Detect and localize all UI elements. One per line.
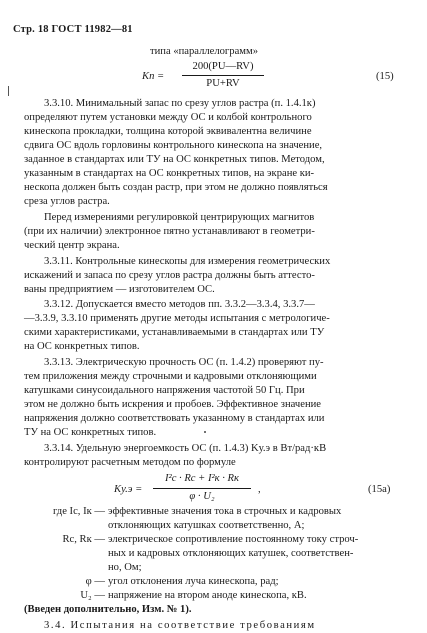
formula-15-lhs: Kп = [142,71,165,82]
p3310-line: 3.3.10. Минимальный запас по срезу углов растра (п. 1.4.1к) [44,98,316,109]
section-3-4-heading: 3.4. Испытания на соответствие требованиям [44,620,316,631]
page-header: Стр. 18 ГОСТ 11982—81 [13,24,133,35]
p3313-line: тем приложения между строчными и кадровыми отклоняющими [24,371,317,382]
p3311-line: искажений и запаса по срезу углов растра должны быть аттесто- [24,270,315,281]
definition-term: где Iс, Iк — [52,506,105,517]
definition-text: ных и кадровых отклоняющих катушек, соответствен- [108,548,354,559]
pcenter-line: Перед измерениями регулировкой центрирующих магнитов [44,212,315,223]
formula-15a-numerator: I²с · Rс + I²к · Rк [164,473,239,484]
formula-15a-denominator: φ · U₂ [189,491,215,502]
p3313-line: этом не должно быть искрения и пробоев. Эффективное значение [24,399,321,410]
definition-text: но, Ом; [108,562,142,573]
p3310-line: кинескопа прокладки, толщина которой эквивалентна величине [24,126,312,137]
p3312-line: 3.3.12. Допускается вместо методов пп. 3.3.2—3.3.4, 3.3.7— [44,299,315,310]
definition-text: электрическое сопротивление постоянному току строч- [108,534,359,545]
stray-mark [204,431,206,433]
definition-text: напряжение на втором аноде кинескопа, кВ. [108,590,307,601]
pcenter-line: (при их наличии) электронное пятно устанавливают в геометри- [24,226,315,237]
definition-text: угол отклонения луча кинескопа, рад; [108,576,279,587]
p3310-line: нескопа должен быть создан растр, при этом не должно появляться [24,182,328,193]
definition-term: U₂ — [80,590,105,601]
p3314-line: контролируют расчетным методом по формуле [24,457,236,468]
definition-text: эффективные значения тока в строчных и кадровых [108,506,342,517]
margin-mark [8,86,9,96]
definition-term: Rс, Rк — [62,534,105,545]
p3311-line: ваны предприятием — изготовителем ОС. [24,284,215,295]
formula-15-numerator: 200(PU—RV) [192,61,254,72]
formula-15a-lhs: Kу.э = [114,484,143,495]
p3311-line: 3.3.11. Контрольные кинескопы для измерения геометрических [44,256,331,267]
p3310-line: сдвига ОС вдоль горловины контрольного кинескопа на значение, [24,140,323,151]
p3313-line: катушками синусоидального напряжения частотой 50 Гц. При [24,385,305,396]
p3310-line: указанным в стандартах на ОС конкретных типов, на экране ки- [24,168,315,179]
p3313-line: 3.3.13. Электрическую прочность ОС (п. 1.4.2) проверяют пу- [44,357,324,368]
p3313-line: напряжения должно соответствовать указанному в стандартах или [24,413,325,424]
formula-15a-trail: , [258,484,261,495]
formula-15-fraction-bar [182,75,264,76]
definition-term: φ — [85,576,105,587]
p3310-line: заданное в стандартах или ТУ на ОС конкретных типов. Методом, [24,154,325,165]
p3312-line: скими характеристиками, устанавливаемыми в стандартах или ТУ [24,327,325,338]
p3314-line: 3.3.14. Удельную энергоемкость ОС (п. 1.4.3) Kу.э в Вт/рад·кВ [44,443,327,454]
definition-text: отклоняющих катушках соответственно, А; [108,520,305,531]
p3313-line: ТУ на ОС конкретных типов. [24,427,157,438]
formula-15a-fraction-bar [153,488,251,489]
p3310-line: среза углов растра. [24,196,110,207]
amendment-note: (Введен дополнительно, Изм. № 1). [24,604,192,615]
formula-15-number: (15) [376,71,394,82]
formula-15-intro: типа «параллелограмм» [150,46,258,57]
p3312-line: на ОС конкретных типов. [24,341,140,352]
pcenter-line: ческий центр экрана. [24,240,120,251]
p3312-line: —3.3.9, 3.3.10 применять другие методы испытания с метрологиче- [24,313,330,324]
p3310-line: определяют путем установки между ОС и колбой контрольного [24,112,312,123]
formula-15-denominator: PU+RV [206,78,240,89]
formula-15a-number: (15а) [368,484,391,495]
